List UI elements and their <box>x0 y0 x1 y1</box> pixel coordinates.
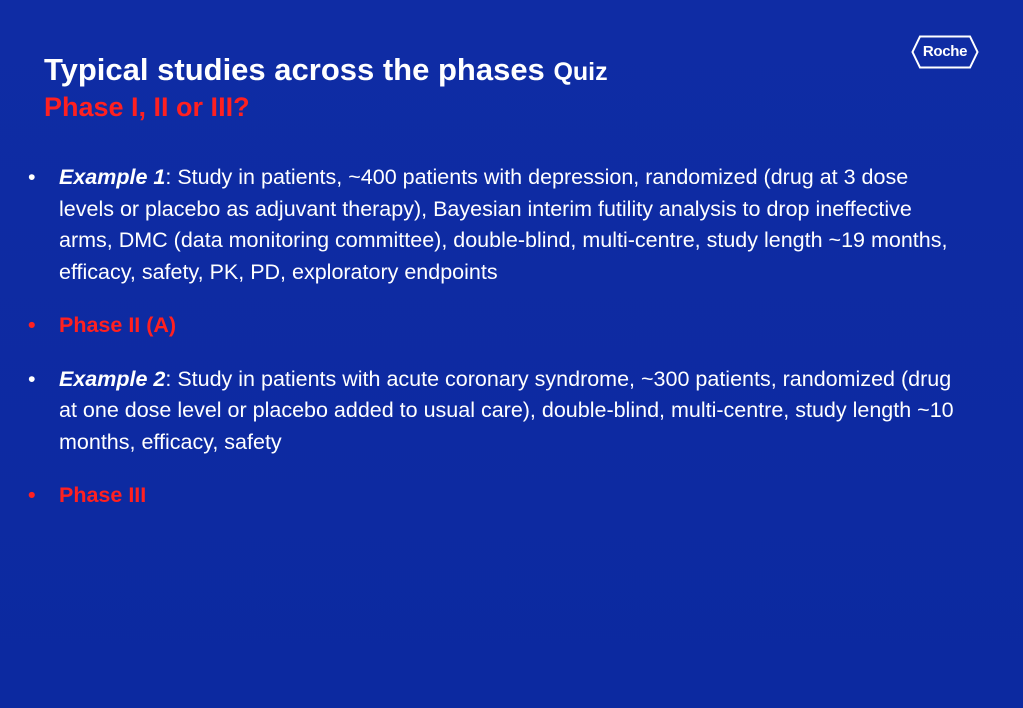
bullet-list <box>28 162 968 534</box>
bullet-marker: • <box>28 165 36 189</box>
answer-1-text: Phase II (A) <box>59 313 177 337</box>
slide-title <box>44 52 608 90</box>
bullet-marker: • <box>28 483 36 507</box>
title-block <box>44 52 608 124</box>
bullet-marker: • <box>28 366 36 391</box>
roche-logo <box>911 35 979 69</box>
bullet-answer-2 <box>28 480 968 512</box>
example-1-label: Example 1 <box>59 165 166 189</box>
slide-subtitle: Phase I, II or III? <box>44 92 250 122</box>
bullet-marker: • <box>28 313 36 337</box>
answer-2-text: Phase III <box>59 483 147 507</box>
example-1-text: : Study in patients, ~400 patients with depression, randomized (drug at 3 dose levels or placebo as adjuvant therapy), Bayesian interim futility analysis to drop ineffective arms, DMC (data monitoring committee), double-blind, multi-centre, study length ~19 months, efficacy, safety, PK, PD, exploratory endpoints <box>59 165 948 284</box>
bullet-answer-1 <box>28 310 968 342</box>
example-2-label: Example 2 <box>59 366 166 391</box>
example-2-text: : Study in patients with acute coronary syndrome, ~300 patients, randomized (drug at one dose level or placebo added to usual care), double-blind, multi-centre, study length ~10 months, efficacy, safety <box>59 366 954 454</box>
logo-text: Roche <box>922 43 968 60</box>
title-suffix: Quiz <box>553 58 608 86</box>
bullet-example-2 <box>28 364 968 459</box>
title-main: Typical studies across the phases <box>44 52 545 87</box>
bullet-example-1 <box>28 162 968 288</box>
